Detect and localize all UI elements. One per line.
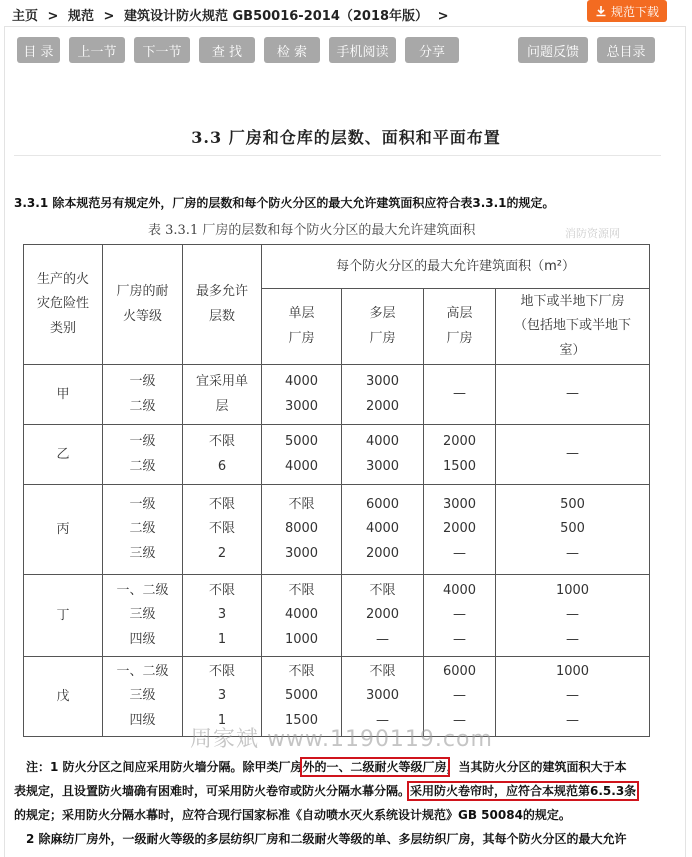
cell-rating: 一级 二级	[103, 425, 183, 485]
cell-multi: 不限 3000 —	[342, 657, 424, 737]
toc-button[interactable]: 目 录	[17, 37, 60, 63]
cell-hazard: 丁	[24, 575, 103, 657]
header-high: 高层 厂房	[424, 289, 496, 365]
cell-basement: 500 500 —	[496, 485, 650, 575]
cell-floors: 不限 3 1	[183, 657, 262, 737]
download-button[interactable]	[587, 0, 667, 22]
download-icon	[595, 5, 607, 17]
toolbar	[0, 37, 692, 63]
mobile-read-button[interactable]: 手机阅读	[329, 37, 396, 63]
table-row	[24, 485, 650, 575]
breadcrumb-standards[interactable]: 规范	[67, 9, 94, 24]
cell-single: 不限 4000 1000	[262, 575, 342, 657]
note-line-2: 表规定，且设置防火墙确有困难时，可采用防火卷帘或防火分隔水幕分隔。采用防火卷帘时，应符合本规范第6.5.3条	[14, 784, 637, 798]
breadcrumb-home[interactable]: 主页	[12, 9, 39, 24]
cell-high: 2000 1500	[424, 425, 496, 485]
note-line-4: 2 除麻纺厂房外，一级耐火等级的多层纺织厂房和二级耐火等级的单、多层纺织厂房，其每个防火分区的最大允许	[26, 832, 627, 846]
download-label: 规范下载	[610, 4, 659, 19]
cell-basement: 1000 — —	[496, 575, 650, 657]
cell-single: 不限 5000 1500	[262, 657, 342, 737]
cell-basement: 1000 — —	[496, 657, 650, 737]
header-hazard: 生产的火 灾危险性 类别	[24, 245, 103, 365]
find-button[interactable]: 查 找	[199, 37, 255, 63]
cell-hazard: 乙	[24, 425, 103, 485]
breadcrumb-separator: >	[103, 9, 115, 24]
cell-floors: 宜采用单 层	[183, 365, 262, 425]
cell-hazard: 甲	[24, 365, 103, 425]
table-caption: 表 3.3.1 厂房的层数和每个防火分区的最大允许建筑面积	[148, 223, 476, 238]
cell-floors: 不限 3 1	[183, 575, 262, 657]
cell-multi: 不限 2000 —	[342, 575, 424, 657]
site-watermark: 周家斌 www.1190119.com	[190, 727, 493, 752]
cell-rating: 一级 二级	[103, 365, 183, 425]
search-button[interactable]: 检 索	[264, 37, 320, 63]
cell-multi: 6000 4000 2000	[342, 485, 424, 575]
cell-high: —	[424, 365, 496, 425]
cell-basement: —	[496, 365, 650, 425]
breadcrumb	[12, 5, 454, 24]
table-notes	[14, 755, 664, 851]
header-area-group: 每个防火分区的最大允许建筑面积（m²）	[262, 245, 650, 289]
cell-multi: 3000 2000	[342, 365, 424, 425]
cell-floors: 不限 不限 2	[183, 485, 262, 575]
cell-rating: 一级 二级 三级	[103, 485, 183, 575]
cell-single: 5000 4000	[262, 425, 342, 485]
breadcrumb-separator: >	[47, 9, 59, 24]
highlight-box-2: 采用防火卷帘时，应符合本规范第6.5.3条	[410, 784, 637, 798]
cell-single: 4000 3000	[262, 365, 342, 425]
table-watermark: 消防资源网	[565, 227, 620, 240]
cell-rating: 一、二级 三级 四级	[103, 575, 183, 657]
cell-single: 不限 8000 3000	[262, 485, 342, 575]
cell-hazard: 丙	[24, 485, 103, 575]
cell-hazard: 戊	[24, 657, 103, 737]
feedback-button[interactable]: 问题反馈	[518, 37, 588, 63]
breadcrumb-current[interactable]: 建筑设计防火规范 GB50016-2014（2018年版）	[123, 9, 429, 24]
note-line-1: 注：1 防火分区之间应采用防火墙分隔。除甲类厂房外的一、二级耐火等级厂房，当其防火分区的建筑面积大于本	[26, 760, 627, 774]
header-basement: 地下或半地下厂房 （包括地下或半地下 室）	[496, 289, 650, 365]
share-button[interactable]: 分享	[405, 37, 459, 63]
highlight-box-1: 外的一、二级耐火等级厂房	[302, 760, 447, 774]
note-line-3: 的规定；采用防火分隔水幕时，应符合现行国家标准《自动喷水灭火系统设计规范》GB 50084的规定。	[14, 808, 571, 822]
section-title: 3.3 厂房和仓库的层数、面积和平面布置	[191, 128, 501, 147]
section-divider	[14, 155, 661, 156]
master-toc-button[interactable]: 总目录	[597, 37, 655, 63]
header-multi: 多层 厂房	[342, 289, 424, 365]
fire-area-table	[23, 244, 650, 737]
cell-multi: 4000 3000	[342, 425, 424, 485]
table-row	[24, 365, 650, 425]
header-floors: 最多允许 层数	[183, 245, 262, 365]
breadcrumb-bar	[0, 0, 692, 28]
table-row	[24, 425, 650, 485]
cell-basement: —	[496, 425, 650, 485]
cell-high: 3000 2000 —	[424, 485, 496, 575]
next-section-button[interactable]: 下一节	[134, 37, 190, 63]
table-row	[24, 575, 650, 657]
header-rating: 厂房的耐 火等级	[103, 245, 183, 365]
cell-floors: 不限 6	[183, 425, 262, 485]
header-single: 单层 厂房	[262, 289, 342, 365]
breadcrumb-separator: >	[437, 9, 449, 24]
cell-high: 6000 — —	[424, 657, 496, 737]
prev-section-button[interactable]: 上一节	[69, 37, 125, 63]
cell-high: 4000 — —	[424, 575, 496, 657]
clause-text: 3.3.1 除本规范另有规定外，厂房的层数和每个防火分区的最大允许建筑面积应符合表3.3.1的规定。	[14, 196, 555, 210]
cell-rating: 一、二级 三级 四级	[103, 657, 183, 737]
